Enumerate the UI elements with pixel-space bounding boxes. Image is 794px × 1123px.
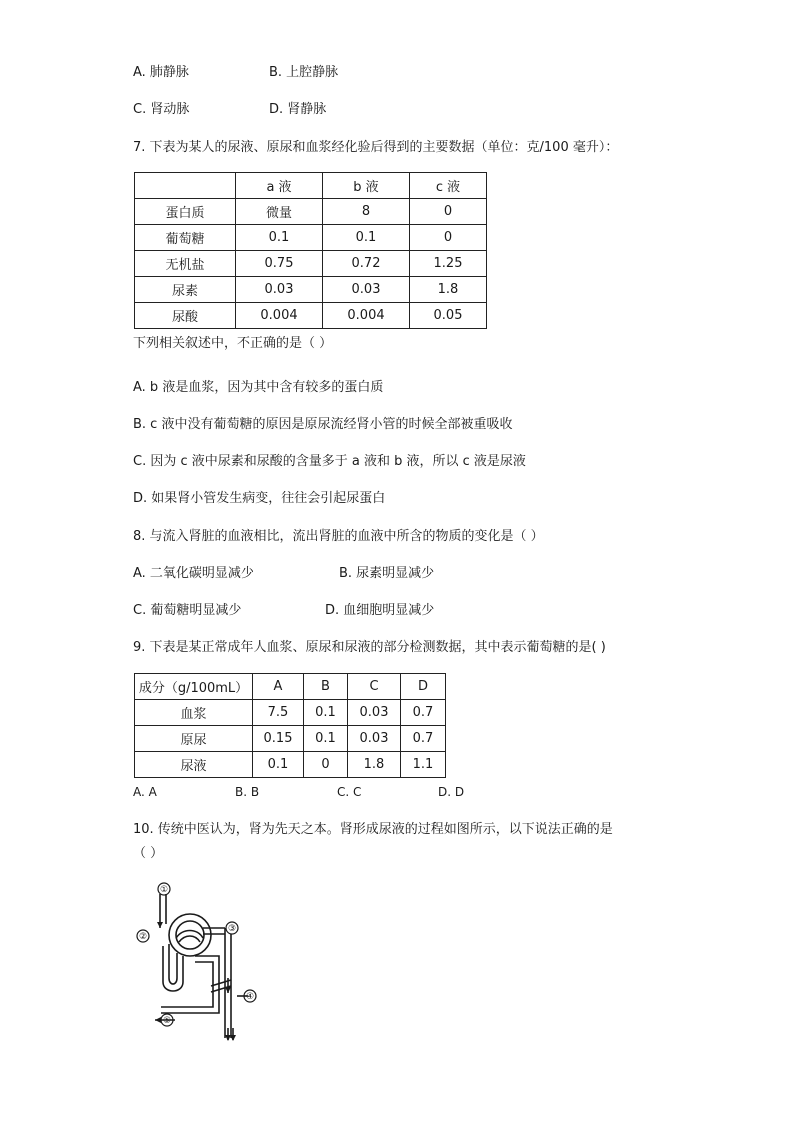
table-cell: 0 [410, 225, 487, 251]
q8-stem: 8. 与流入肾脏的血液相比，流出肾脏的血液中所含的物质的变化是（ ） [133, 529, 544, 544]
table-cell: 0.7 [401, 726, 446, 752]
table-row [135, 700, 446, 726]
table-row [135, 303, 487, 329]
table-cell: 无机盐 [135, 251, 236, 277]
table-cell: 0.15 [253, 726, 304, 752]
table-cell: 血浆 [135, 700, 253, 726]
table-cell: 0.03 [348, 726, 401, 752]
table-cell: 尿素 [135, 277, 236, 303]
table-row [135, 752, 446, 778]
q6-option-c: C. 肾动脉 [133, 102, 190, 117]
table-cell: 1.25 [410, 251, 487, 277]
q8-option-d: D. 血细胞明显减少 [325, 603, 435, 618]
table-cell: 1.1 [401, 752, 446, 778]
q7-option-d: D. 如果肾小管发生病变，往往会引起尿蛋白 [133, 491, 386, 506]
q9-option-b: B. B [235, 785, 260, 799]
table-cell: 蛋白质 [135, 199, 236, 225]
table-cell: 0 [304, 752, 348, 778]
q8-option-c: C. 葡萄糖明显减少 [133, 603, 242, 618]
table-cell: 0.05 [410, 303, 487, 329]
table-cell: 1.8 [348, 752, 401, 778]
table-row [135, 726, 446, 752]
q10-stem-line1: 10. 传统中医认为，肾为先天之本。肾形成尿液的过程如图所示，以下说法正确的是 [133, 822, 613, 837]
table-cell: A [253, 674, 304, 700]
table-row [135, 674, 446, 700]
table-row [135, 173, 487, 199]
table-cell: 7.5 [253, 700, 304, 726]
table-cell: 0.75 [236, 251, 323, 277]
q9-stem: 9. 下表是某正常成年人血浆、原尿和尿液的部分检测数据，其中表示葡萄糖的是( ) [133, 640, 606, 655]
table-cell: a 液 [236, 173, 323, 199]
q7-stem: 7. 下表为某人的尿液、原尿和血浆经化验后得到的主要数据（单位：克/100 毫升）： [133, 140, 619, 155]
q8-option-b: B. 尿素明显减少 [339, 566, 435, 581]
table-cell: 0.1 [304, 700, 348, 726]
table-cell: 0.03 [236, 277, 323, 303]
table-cell: 8 [323, 199, 410, 225]
table-cell: c 液 [410, 173, 487, 199]
table-cell: C [348, 674, 401, 700]
table-cell: b 液 [323, 173, 410, 199]
label-2: ② [138, 932, 148, 942]
table-cell: 0.1 [236, 225, 323, 251]
table-cell: 葡萄糖 [135, 225, 236, 251]
table-cell: 0.72 [323, 251, 410, 277]
table-cell: D [401, 674, 446, 700]
q7-option-b: B. c 液中没有葡萄糖的原因是原尿流经肾小管的时候全部被重吸收 [133, 417, 513, 432]
table-row [135, 277, 487, 303]
q8-option-a: A. 二氧化碳明显减少 [133, 566, 254, 581]
nephron-diagram [133, 878, 273, 1043]
table-cell: 0.1 [304, 726, 348, 752]
table-cell: 0.7 [401, 700, 446, 726]
table-row [135, 199, 487, 225]
q7-option-a: A. b 液是血浆，因为其中含有较多的蛋白质 [133, 380, 384, 395]
q9-option-a: A. A [133, 785, 157, 799]
table-cell: B [304, 674, 348, 700]
label-4: ④ [245, 992, 255, 1002]
label-1: ① [159, 885, 169, 895]
table-cell: 0.1 [323, 225, 410, 251]
q6-option-b: B. 上腔静脉 [269, 65, 339, 80]
label-3: ③ [227, 924, 237, 934]
table-cell: 成分（g/100mL） [135, 674, 253, 700]
q9-option-d: D. D [438, 785, 465, 799]
q7-table [134, 172, 487, 329]
table-cell: 0 [410, 199, 487, 225]
table-cell: 1.8 [410, 277, 487, 303]
table-cell: 0.004 [323, 303, 410, 329]
q7-question: 下列相关叙述中，不正确的是（ ） [133, 336, 333, 351]
table-cell: 原尿 [135, 726, 253, 752]
q9-table [134, 673, 446, 778]
q6-option-a: A. 肺静脉 [133, 65, 189, 80]
q6-option-d: D. 肾静脉 [269, 102, 327, 117]
table-cell: 0.004 [236, 303, 323, 329]
table-cell [135, 173, 236, 199]
table-cell: 尿液 [135, 752, 253, 778]
table-row [135, 225, 487, 251]
q9-option-c: C. C [337, 785, 362, 799]
table-cell: 0.03 [348, 700, 401, 726]
table-cell: 0.03 [323, 277, 410, 303]
q10-stem-line2: （ ） [133, 846, 164, 861]
label-5: ⑤ [162, 1016, 172, 1026]
table-row [135, 251, 487, 277]
table-cell: 尿酸 [135, 303, 236, 329]
q7-option-c: C. 因为 c 液中尿素和尿酸的含量多于 a 液和 b 液，所以 c 液是尿液 [133, 454, 526, 469]
table-cell: 0.1 [253, 752, 304, 778]
table-cell: 微量 [236, 199, 323, 225]
